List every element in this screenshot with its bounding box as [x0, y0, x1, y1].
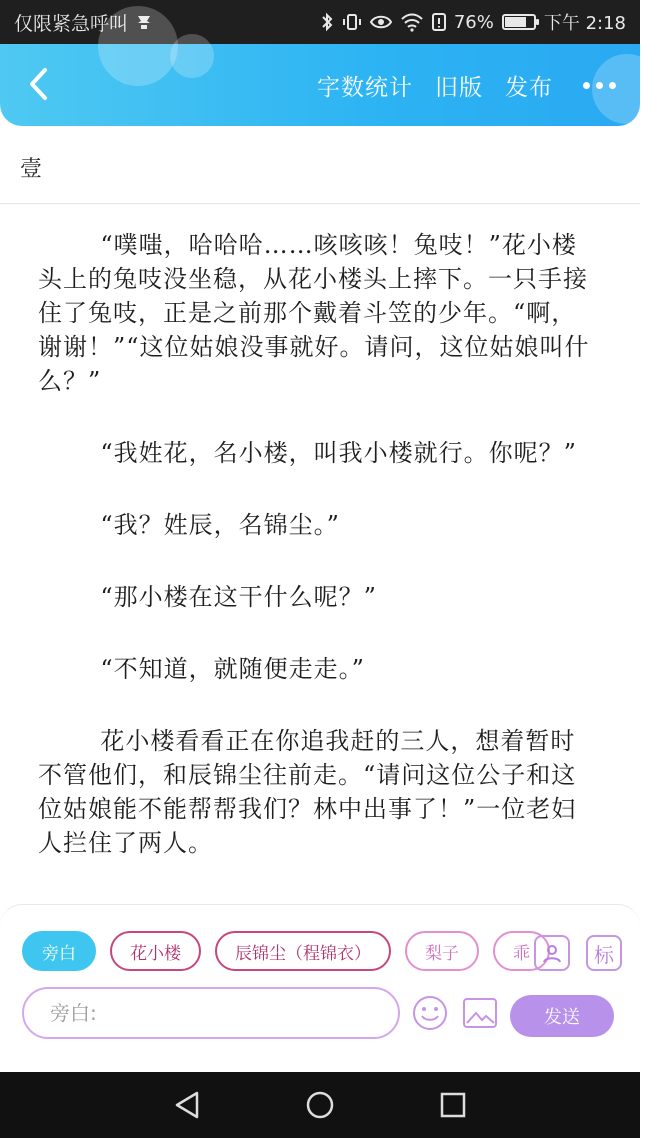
- emergency-call-text: 仅限紧急呼叫: [14, 12, 129, 35]
- role-chip-hua-xiaolou[interactable]: 花小楼: [110, 931, 201, 971]
- image-button[interactable]: [462, 995, 498, 1031]
- role-chip-lizi[interactable]: 梨子: [405, 931, 479, 971]
- message-input[interactable]: [22, 987, 400, 1039]
- app-header: [0, 44, 640, 126]
- triangle-back-icon: [173, 1090, 201, 1120]
- divider: [0, 203, 640, 204]
- system-nav-bar: [0, 1072, 640, 1138]
- eye-comfort-icon: [370, 12, 392, 32]
- paragraph: “我？姓辰，名锦尘。”: [100, 511, 340, 539]
- tag-button[interactable]: 标: [586, 935, 622, 971]
- paragraph: “我姓花，名小楼，叫我小楼就行。你呢？”: [100, 439, 577, 467]
- paragraph: “那小楼在这干什么呢？”: [100, 583, 377, 611]
- role-chip-chen-jinchen[interactable]: 辰锦尘（程锦衣）: [215, 931, 391, 971]
- old-version-button[interactable]: 旧版: [435, 74, 483, 101]
- dot: [583, 82, 590, 89]
- user-icon: [540, 941, 564, 965]
- dot: [596, 82, 603, 89]
- circle-home-icon: [305, 1090, 335, 1120]
- story-content[interactable]: [38, 228, 600, 896]
- square-recents-icon: [439, 1091, 467, 1119]
- publish-button[interactable]: 发布: [505, 74, 553, 101]
- smiley-icon: [412, 995, 448, 1031]
- chevron-left-icon: [27, 67, 49, 101]
- decor-bubble: [170, 34, 214, 78]
- nav-recents-button[interactable]: [433, 1085, 473, 1125]
- role-chip-list: [22, 931, 530, 977]
- wifi-icon: [400, 12, 424, 32]
- character-manage-button[interactable]: [534, 935, 570, 971]
- paragraph: “噗嗤，哈哈哈……咳咳咳！兔吱！”花小楼头上的兔吱没坐稳，从花小楼头上摔下。一只手接住了兔吱，正是之前那个戴着斗笠的少年。“啊，谢谢！”“这位姑娘没事就好。请问，这位姑娘叫什么？”: [38, 231, 590, 395]
- decor-bubble: [98, 6, 178, 86]
- chapter-title[interactable]: 壹: [20, 157, 43, 182]
- bluetooth-icon: [320, 12, 334, 32]
- word-count-button[interactable]: 字数统计: [317, 74, 413, 101]
- nav-back-button[interactable]: [167, 1085, 207, 1125]
- more-menu-button[interactable]: [583, 82, 616, 89]
- role-chip-more[interactable]: 乖: [493, 931, 550, 971]
- alert-icon: [432, 12, 446, 32]
- dot: [609, 82, 616, 89]
- battery-percent: 76%: [453, 11, 494, 33]
- vibrate-icon: [342, 12, 362, 32]
- nav-home-button[interactable]: [300, 1085, 340, 1125]
- composer-panel: [0, 904, 640, 1072]
- paragraph: 花小楼看看正在你追我赶的三人，想着暂时不管他们，和辰锦尘往前走。“请问这位公子和这位姑娘能不能帮帮我们？林中出事了！”一位老妇人拦住了两人。: [38, 727, 577, 857]
- clock: 下午 2:18: [543, 13, 626, 34]
- image-icon: [462, 995, 498, 1031]
- emoji-button[interactable]: [412, 995, 448, 1031]
- status-bar: [0, 0, 640, 44]
- battery-icon: [502, 14, 536, 30]
- role-chip-narrator[interactable]: 旁白: [22, 931, 96, 971]
- paragraph: “不知道，就随便走走。”: [100, 655, 365, 683]
- back-button[interactable]: [20, 64, 56, 104]
- send-button[interactable]: 发送: [510, 995, 614, 1037]
